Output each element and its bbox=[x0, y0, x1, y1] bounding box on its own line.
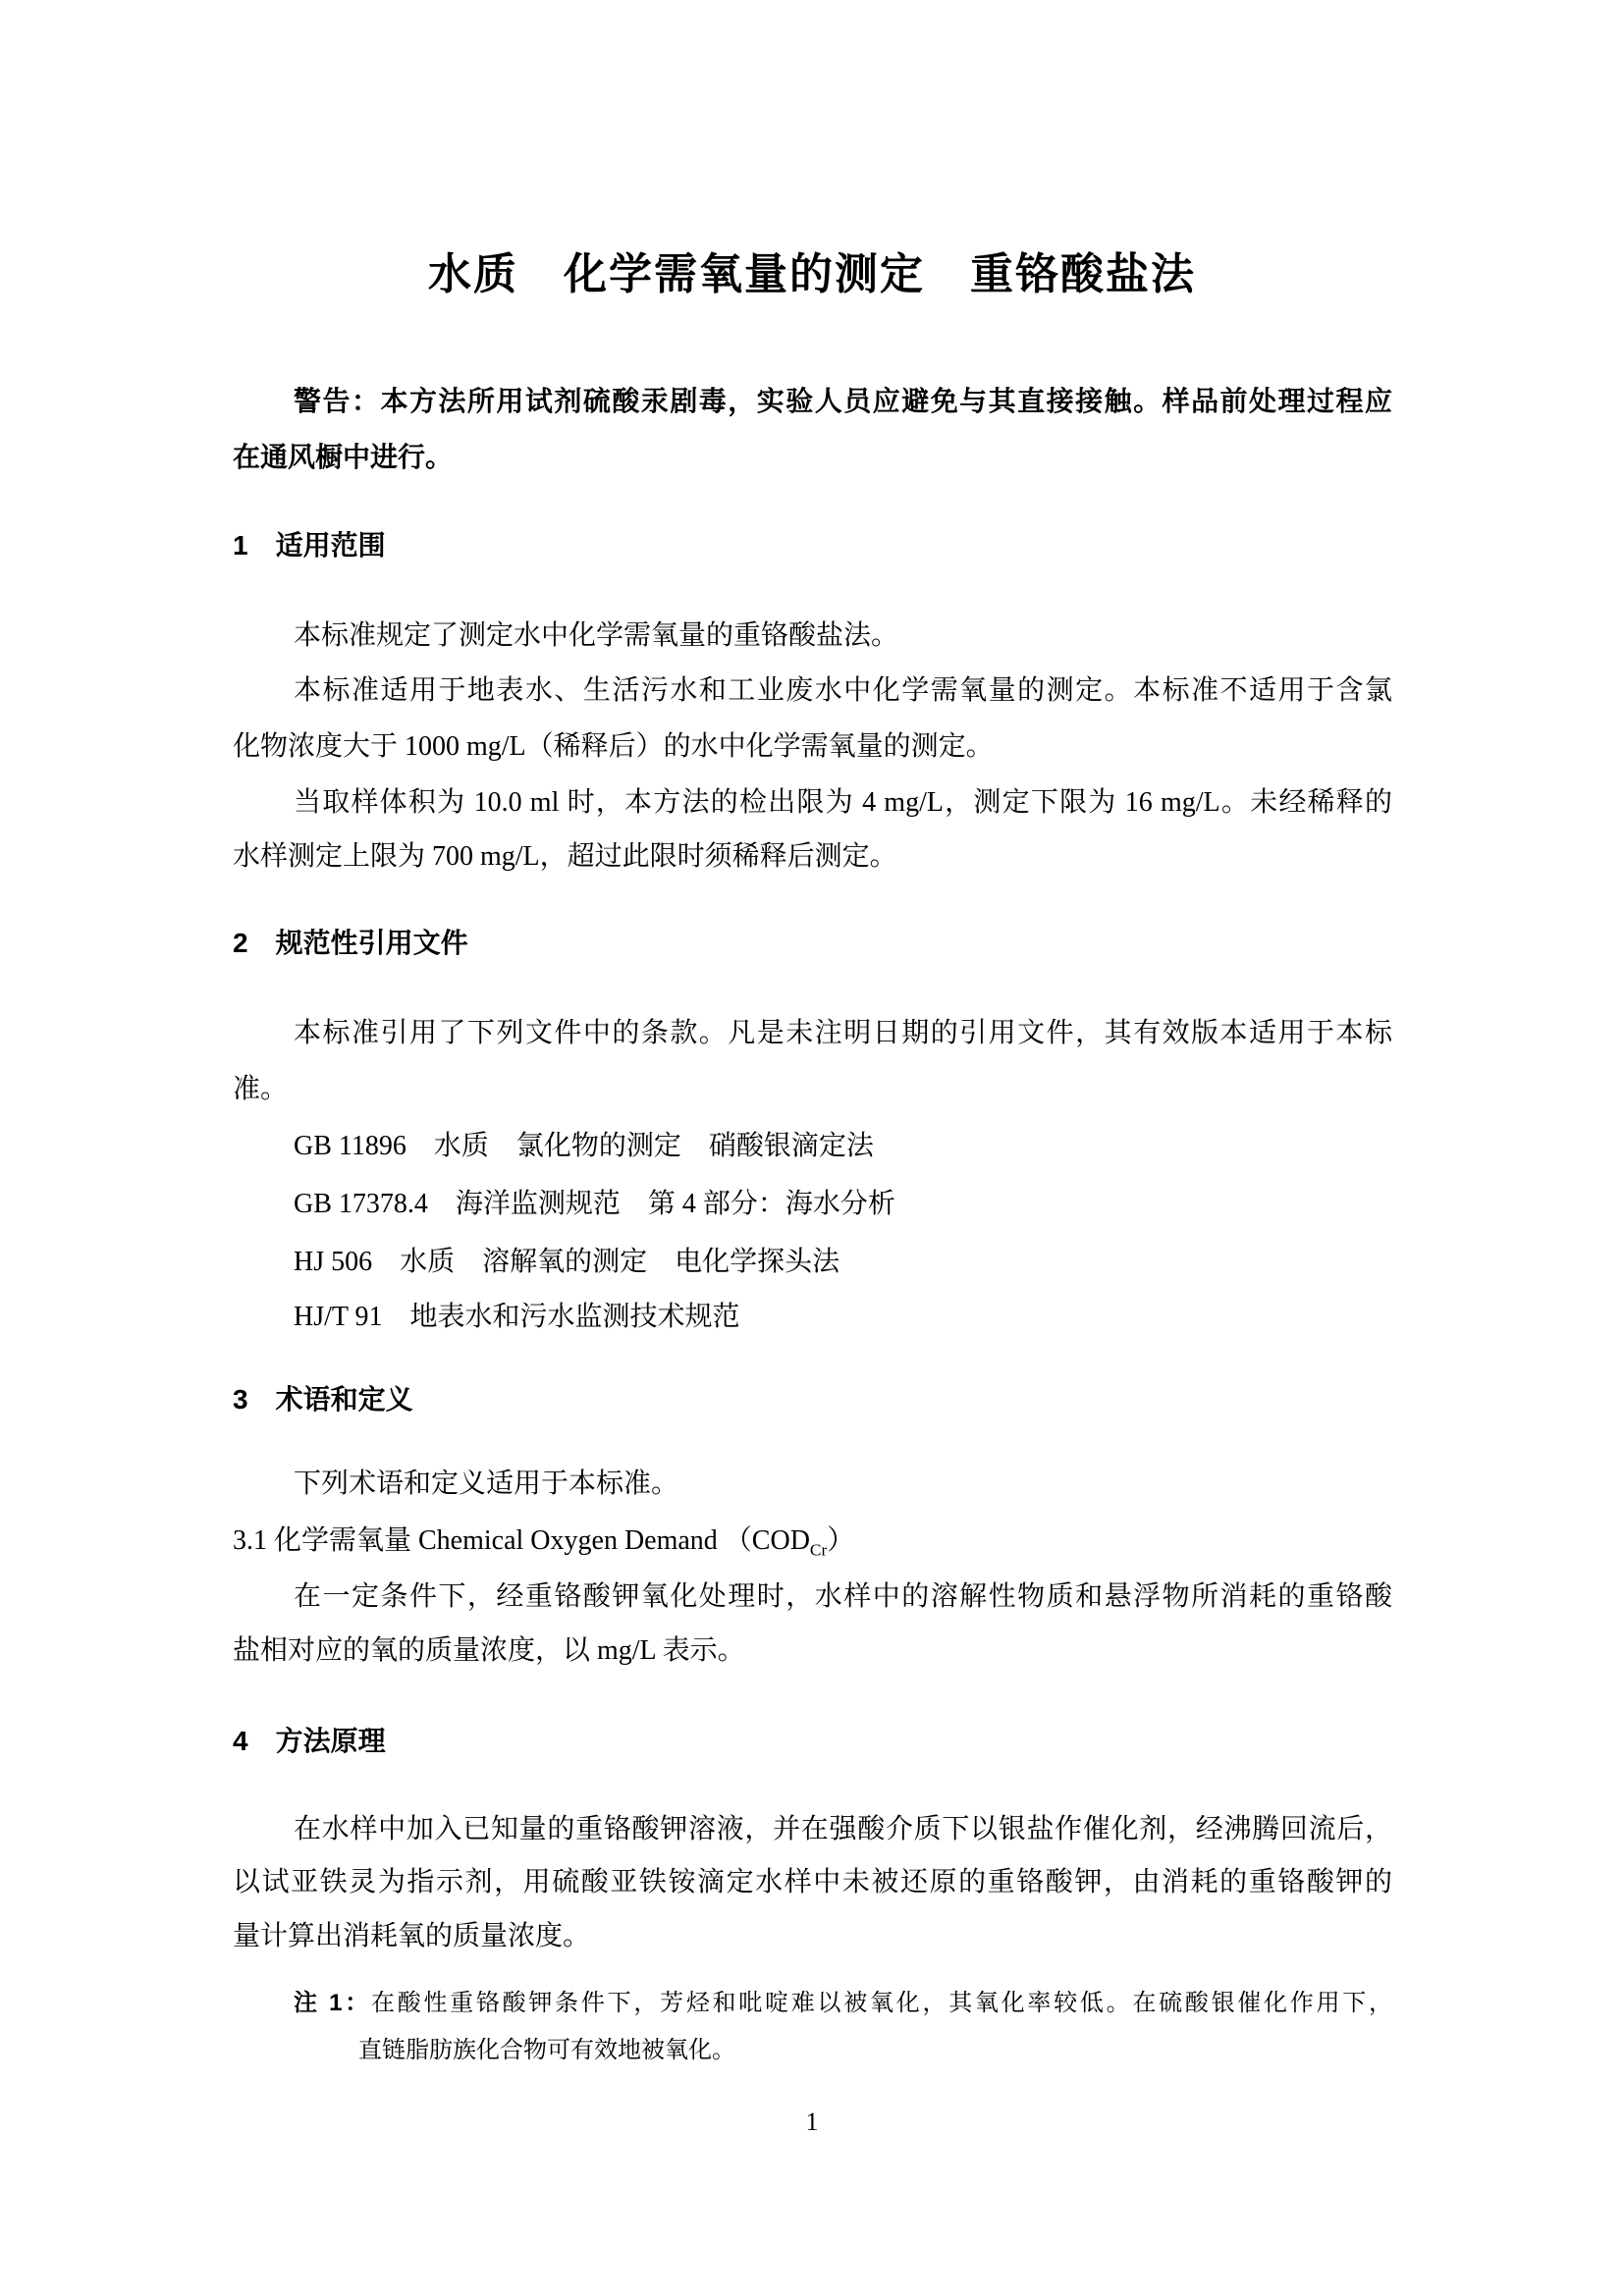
term-close-paren: ） bbox=[827, 1525, 855, 1556]
section-4-heading: 4 方法原理 bbox=[233, 1726, 386, 1756]
section-1-paragraph-1: 本标准规定了测定水中化学需氧量的重铬酸盐法。 bbox=[294, 620, 899, 651]
term-definition-line bbox=[233, 1522, 1392, 1561]
note-text: 在酸性重铬酸钾条件下，芳烃和吡啶难以被氧化，其氧化率较低。在硫酸银催化作用下， bbox=[370, 1991, 1392, 2016]
section-1-paragraph-3-line-2: 水样测定上限为 700 mg/L，超过此限时须稀释后测定。 bbox=[233, 841, 897, 872]
term-subscript: Cr bbox=[809, 1540, 828, 1560]
section-3-heading: 3 术语和定义 bbox=[233, 1384, 413, 1415]
warning-line-2: 在通风橱中进行。 bbox=[233, 442, 454, 472]
term-text: 3.1 化学需氧量 Chemical Oxygen Demand （COD bbox=[233, 1525, 810, 1556]
section-1-paragraph-3-line-1: 当取样体积为 10.0 ml 时，本方法的检出限为 4 mg/L，测定下限为 16 mg/L。未经稀释的 bbox=[294, 787, 1392, 818]
reference-item: GB 11896 水质 氯化物的测定 硝酸银滴定法 bbox=[294, 1131, 874, 1161]
section-2-paragraph-1-line-1: 本标准引用了下列文件中的条款。凡是未注明日期的引用文件，其有效版本适用于本标 bbox=[294, 1018, 1392, 1048]
section-2-heading: 2 规范性引用文件 bbox=[233, 928, 468, 958]
section-2-paragraph-1-line-2: 准。 bbox=[233, 1074, 289, 1104]
note-label: 注 1： bbox=[294, 1990, 371, 2016]
section-1-heading: 1 适用范围 bbox=[233, 530, 386, 561]
section-4-paragraph-1-line-3: 量计算出消耗氧的质量浓度。 bbox=[233, 1921, 591, 1951]
section-3-paragraph-1: 下列术语和定义适用于本标准。 bbox=[294, 1468, 679, 1499]
section-3-paragraph-2-line-2: 盐相对应的氧的质量浓度，以 mg/L 表示。 bbox=[233, 1635, 745, 1666]
section-1-paragraph-2-line-2: 化物浓度大于 1000 mg/L（稀释后）的水中化学需氧量的测定。 bbox=[233, 731, 994, 762]
section-1-paragraph-2-line-1: 本标准适用于地表水、生活污水和工业废水中化学需氧量的测定。本标准不适用于含氯 bbox=[294, 675, 1392, 706]
reference-item: HJ 506 水质 溶解氧的测定 电化学探头法 bbox=[294, 1247, 840, 1277]
reference-item: HJ/T 91 地表水和污水监测技术规范 bbox=[294, 1302, 740, 1332]
page-number: 1 bbox=[805, 2108, 819, 2136]
note-line-2: 直链脂肪族化合物可有效地被氧化。 bbox=[358, 2038, 735, 2063]
document-title: 水质 化学需氧量的测定 重铬酸盐法 bbox=[428, 250, 1196, 298]
section-3-paragraph-2-line-1: 在一定条件下，经重铬酸钾氧化处理时，水样中的溶解性物质和悬浮物所消耗的重铬酸 bbox=[294, 1581, 1392, 1612]
section-4-paragraph-1-line-2: 以试亚铁灵为指示剂，用硫酸亚铁铵滴定水样中未被还原的重铬酸钾，由消耗的重铬酸钾的 bbox=[233, 1867, 1392, 1897]
note-line-1 bbox=[233, 1987, 1392, 2020]
warning-line-1: 警告：本方法所用试剂硫酸汞剧毒，实验人员应避免与其直接接触。样品前处理过程应 bbox=[294, 386, 1392, 416]
section-4-paragraph-1-line-1: 在水样中加入已知量的重铬酸钾溶液，并在强酸介质下以银盐作催化剂，经沸腾回流后， bbox=[294, 1814, 1392, 1844]
reference-item: GB 17378.4 海洋监测规范 第 4 部分：海水分析 bbox=[294, 1189, 895, 1219]
